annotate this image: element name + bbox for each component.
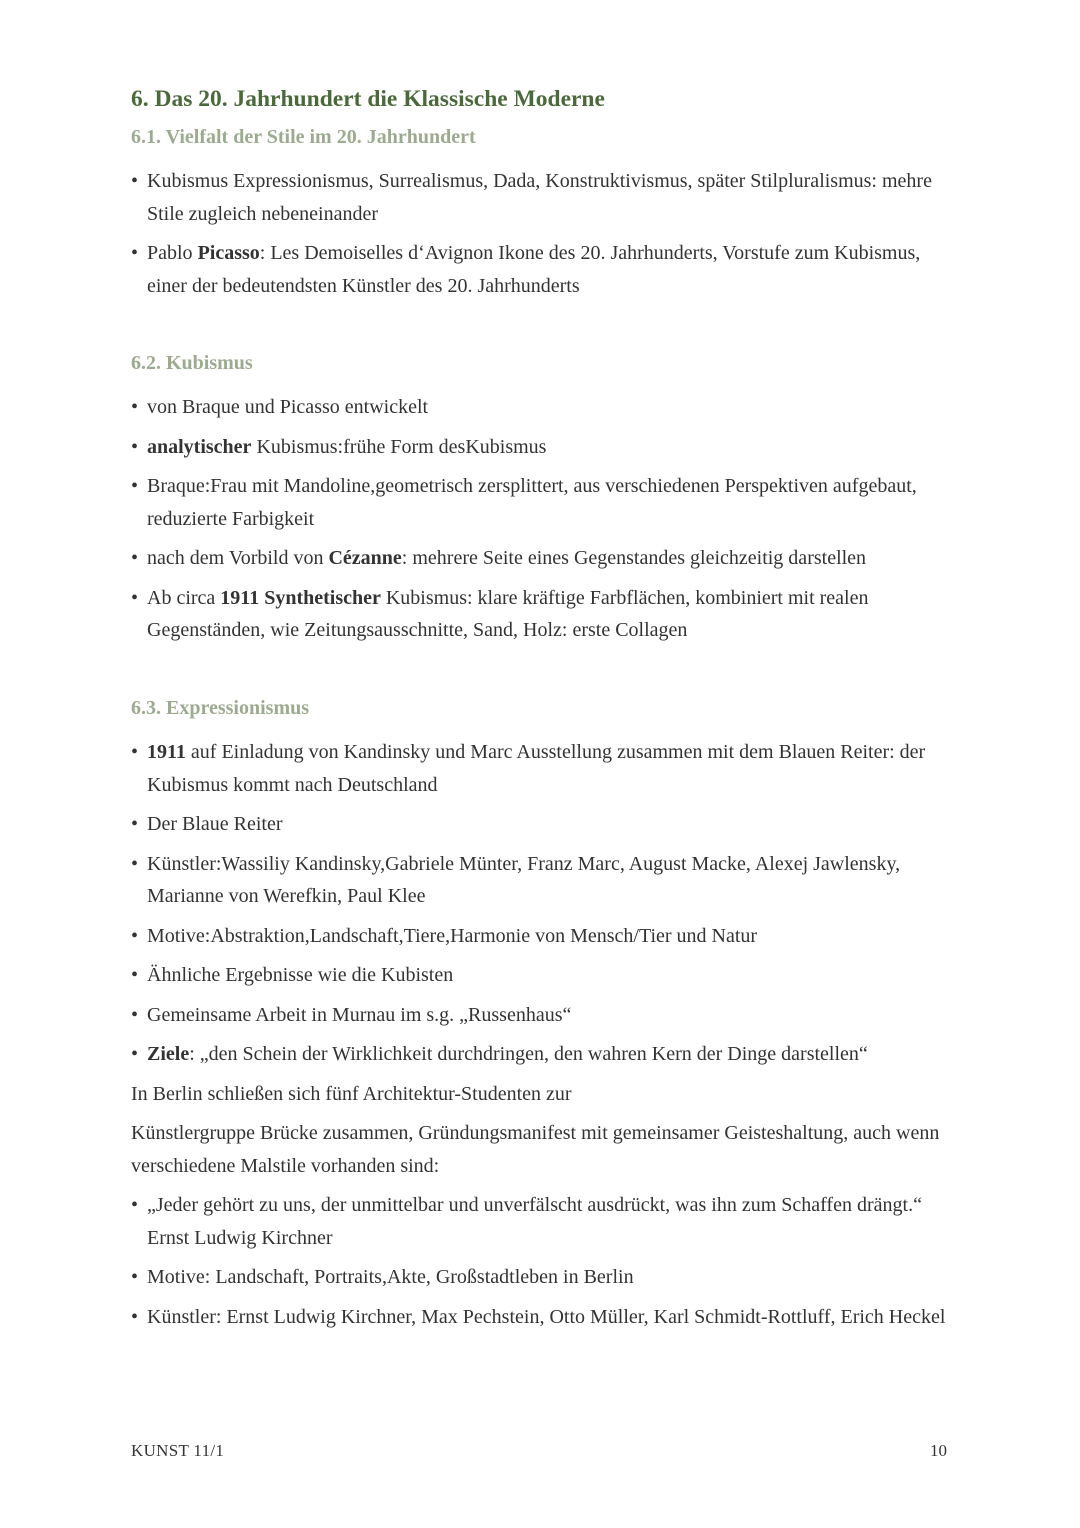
bold-text: 1911 Synthetischer <box>220 586 381 609</box>
bold-text: Picasso <box>197 242 260 264</box>
text: „Jeder gehört zu uns, der unmittelbar und unverfälscht ausdrückt, was ihn zum Schaffen drängt.“ Ernst Ludwig Kirchner <box>147 1194 922 1249</box>
bullet-item <box>131 542 961 575</box>
text: : „den Schein der Wirklichkeit durchdringen, den wahren Kern der Dinge darstellen“ <box>189 1043 868 1065</box>
bold-text: analytischer <box>147 435 252 458</box>
bullet-item <box>131 1038 961 1071</box>
paragraph <box>131 1078 961 1111</box>
bullet-item <box>131 1261 961 1294</box>
bullet-item <box>131 959 961 992</box>
text: Kubismus Expressionismus, Surrealismus, Dada, Konstruktivismus, später Stilpluralismus: mehre Stile zugleich nebeneinander <box>147 170 932 225</box>
text: Braque:Frau mit Mandoline,geometrisch zersplittert, aus verschiedenen Perspektiven aufgebaut, reduzierte Farbigkeit <box>147 475 917 530</box>
bullet-item <box>131 582 961 647</box>
text: Kubismus:frühe Form desKubismus <box>251 435 547 458</box>
paragraph <box>131 1117 961 1182</box>
text: Kubismus: klare kräftige Farbflächen, kombiniert mit realen Gegenständen, wie Zeitungsausschnitte, Sand, Holz: erste Collagen <box>147 586 869 641</box>
text: : Les Demoiselles d‘Avignon Ikone des 20. Jahrhunderts, Vorstufe zum Kubismus, einer der bedeutendsten Künstler des 20. Jahrhunderts <box>147 242 921 297</box>
bullet-item <box>131 848 961 913</box>
text: Der Blaue Reiter <box>147 813 283 835</box>
text: von Braque und Picasso entwickelt <box>147 396 429 418</box>
bullet-item <box>131 165 961 230</box>
text: Motive:Abstraktion,Landschaft,Tiere,Harmonie von Mensch/Tier und Natur <box>147 924 758 947</box>
bullet-item <box>131 1301 961 1334</box>
section <box>131 694 961 1340</box>
bullet-item <box>131 1189 961 1254</box>
bullet-item <box>131 736 961 801</box>
bold-text: 1911 <box>147 741 186 763</box>
bullet-item <box>131 920 961 953</box>
section <box>131 123 961 309</box>
text: nach dem Vorbild von <box>147 547 329 569</box>
text: Gemeinsame Arbeit in Murnau im s.g. „Russenhaus“ <box>147 1003 572 1026</box>
text: Künstler: Ernst Ludwig Kirchner, Max Pechstein, Otto Müller, Karl Schmidt-Rottluff, Erich Heckel <box>147 1305 946 1328</box>
bullet-item <box>131 237 961 302</box>
text: Ab circa <box>147 586 221 609</box>
section-heading: 6.3. Expressionismus <box>131 697 310 719</box>
bullet-item <box>131 808 961 841</box>
section-heading: 6.1. Vielfalt der Stile im 20. Jahrhundert <box>131 126 476 148</box>
bold-text: Ziele <box>147 1043 190 1065</box>
bullet-item <box>131 391 961 424</box>
text: Künstlergruppe Brücke zusammen, Gründungsmanifest mit gemeinsamer Geisteshaltung, auch wenn verschiedene Malstile vorhanden sind: <box>131 1122 940 1177</box>
section <box>131 349 961 654</box>
text: : mehrere Seite eines Gegenstandes gleichzeitig darstellen <box>401 547 867 569</box>
text: Pablo <box>147 242 198 264</box>
text: Ähnliche Ergebnisse wie die Kubisten <box>147 964 454 986</box>
bullet-item <box>131 999 961 1032</box>
bold-text: Cézanne <box>328 547 402 569</box>
footer-course: KUNST 11/1 <box>131 1441 225 1460</box>
text: Künstler:Wassiliy Kandinsky,Gabriele Münter, Franz Marc, August Macke, Alexej Jawlensky, Marianne von Werefkin, Paul Klee <box>147 852 901 907</box>
text: In Berlin schließen sich fünf Architektur-Studenten zur <box>131 1082 572 1105</box>
chapter-heading: 6. Das 20. Jahrhundert die Klassische Moderne <box>131 86 605 112</box>
text: auf Einladung von Kandinsky und Marc Ausstellung zusammen mit dem Blauen Reiter: der Kubismus kommt nach Deutschland <box>147 741 926 796</box>
page-number: 10 <box>930 1441 947 1460</box>
bullet-item <box>131 470 961 535</box>
section-heading: 6.2. Kubismus <box>131 352 253 374</box>
bullet-item <box>131 431 961 464</box>
text: Motive: Landschaft, Portraits,Akte, Großstadtleben in Berlin <box>147 1266 634 1288</box>
